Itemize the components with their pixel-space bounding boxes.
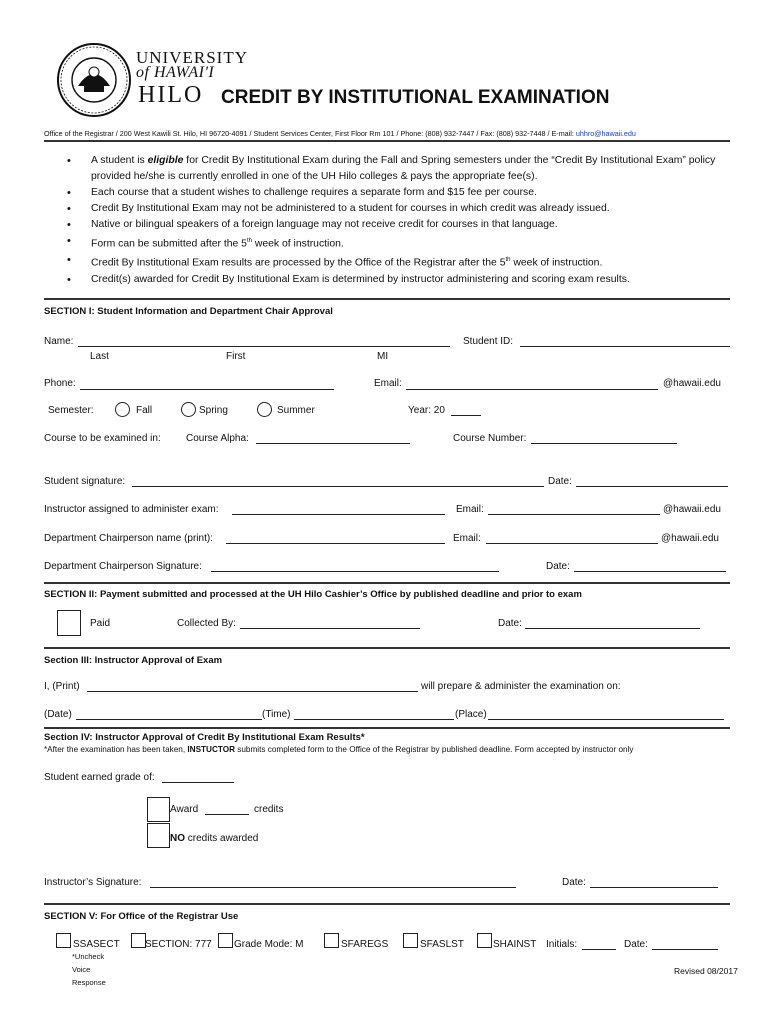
- office-date-label: Date:: [624, 939, 648, 950]
- student-signature-field[interactable]: [132, 486, 544, 487]
- email-field[interactable]: [406, 389, 658, 390]
- section5-divider: [44, 903, 730, 905]
- instructor-email-field[interactable]: [488, 514, 660, 515]
- instructor-email-domain: @hawaii.edu: [663, 504, 721, 515]
- summer-label: Summer: [277, 405, 315, 416]
- email-domain: @hawaii.edu: [663, 378, 721, 389]
- sfaslst-label: SFASLST: [420, 939, 464, 950]
- eligibility-bullet-list: [67, 153, 727, 288]
- exam-date-label: (Date): [44, 709, 72, 720]
- course-number-field[interactable]: [531, 443, 677, 444]
- section5-heading: SECTION V: For Office of the Registrar Use: [44, 911, 239, 922]
- spring-label: Spring: [199, 405, 228, 416]
- uncheck-note-2: Voice: [72, 965, 91, 974]
- instructor-signature-field[interactable]: [150, 887, 516, 888]
- shainst-checkbox[interactable]: [477, 933, 492, 948]
- grade-field[interactable]: [162, 782, 234, 783]
- exam-place-label: (Place): [455, 709, 487, 720]
- phone-label: Phone:: [44, 378, 76, 389]
- spring-radio[interactable]: [181, 402, 196, 417]
- will-prepare-text: will prepare & administer the examination on:: [421, 681, 621, 692]
- section4-heading: Section IV: Instructor Approval of Credit By Institutional Exam Results*: [44, 732, 365, 743]
- no-credits-checkbox[interactable]: [147, 823, 170, 848]
- bullet-processing: • Credit By Institutional Exam results are processed by the Office of the Registrar after the 5th week of instruction.: [67, 252, 727, 271]
- exam-time-label: (Time): [262, 709, 291, 720]
- last-name-caption: Last: [90, 351, 109, 362]
- revised-date: Revised 08/2017: [674, 966, 738, 976]
- collected-by-label: Collected By:: [177, 618, 236, 629]
- award-credits-field[interactable]: [205, 814, 249, 815]
- initials-label: Initials:: [546, 939, 578, 950]
- student-id-label: Student ID:: [463, 336, 514, 347]
- grade-mode-checkbox[interactable]: [218, 933, 233, 948]
- award-label: Award: [170, 804, 199, 815]
- section2-heading: SECTION II: Payment submitted and processed at the UH Hilo Cashier’s Office by published deadline and prior to exam: [44, 589, 582, 600]
- instructor-date-field[interactable]: [590, 887, 718, 888]
- address-text: Office of the Registrar / 200 West Kawili St. Hilo, HI 96720-4091 / Student Services Center, First Floor Rm 101 / Phone: (808) 932-7447 / Fax: (808) 932-7448 / E-mail:: [44, 129, 576, 138]
- bullet-credit-determination: • Credit(s) awarded for Credit By Institutional Exam is determined by instructor administering and scoring exam results.: [67, 272, 727, 288]
- phone-field[interactable]: [80, 389, 334, 390]
- section4-divider: [44, 727, 730, 729]
- chair-signature-field[interactable]: [211, 571, 499, 572]
- shainst-label: SHAINST: [493, 939, 537, 950]
- registrar-email-link[interactable]: uhhro@hawaii.edu: [575, 129, 636, 138]
- bullet-fee: • Each course that a student wishes to challenge requires a separate form and $15 fee per course.: [67, 185, 727, 201]
- name-field[interactable]: [78, 346, 450, 347]
- chair-name-field[interactable]: [226, 543, 445, 544]
- office-date-field[interactable]: [652, 949, 718, 950]
- logo-university-text: UNIVERSITY: [136, 48, 248, 67]
- bullet-prior-credit: • Credit By Institutional Exam may not be administered to a student for courses in which credit was already issued.: [67, 201, 727, 217]
- instructor-date-label: Date:: [562, 877, 586, 888]
- instructor-signature-label: Instructor’s Signature:: [44, 877, 142, 888]
- payment-date-field[interactable]: [525, 628, 700, 629]
- print-label: I, (Print): [44, 681, 80, 692]
- exam-date-field[interactable]: [76, 719, 262, 720]
- sfaregs-checkbox[interactable]: [324, 933, 339, 948]
- no-credits-label: NO credits awarded: [170, 833, 259, 844]
- office-address: [44, 129, 636, 138]
- year-field[interactable]: [451, 415, 481, 416]
- logo-of-hawaii-text: of HAWAI'I: [136, 64, 215, 81]
- page-title: CREDIT BY INSTITUTIONAL EXAMINATION: [221, 87, 610, 108]
- student-date-label: Date:: [548, 476, 572, 487]
- student-date-field[interactable]: [576, 486, 728, 487]
- header-divider: [44, 140, 730, 142]
- chair-email-field[interactable]: [486, 543, 658, 544]
- summer-radio[interactable]: [257, 402, 272, 417]
- paid-checkbox[interactable]: [57, 610, 81, 636]
- chair-date-label: Date:: [546, 561, 570, 572]
- course-number-label: Course Number:: [453, 433, 527, 444]
- university-seal: [56, 42, 132, 118]
- student-signature-label: Student signature:: [44, 476, 126, 487]
- course-alpha-label: Course Alpha:: [186, 433, 249, 444]
- grade-label: Student earned grade of:: [44, 772, 155, 783]
- instructor-email-label: Email:: [456, 504, 484, 515]
- section1-divider: [44, 298, 730, 300]
- name-label: Name:: [44, 336, 74, 347]
- collected-by-field[interactable]: [240, 628, 420, 629]
- bullet-native-speakers: • Native or bilingual speakers of a foreign language may not receive credit for courses in that language.: [67, 217, 727, 233]
- middle-initial-caption: MI: [377, 351, 389, 362]
- award-checkbox[interactable]: [147, 797, 170, 822]
- instructor-print-field[interactable]: [87, 691, 418, 692]
- sfaslst-checkbox[interactable]: [403, 933, 418, 948]
- section1-heading: SECTION I: Student Information and Department Chair Approval: [44, 306, 333, 317]
- grade-mode-label: Grade Mode: M: [234, 939, 304, 950]
- chair-email-label: Email:: [453, 533, 481, 544]
- logo-hilo-text: HILO: [138, 82, 204, 108]
- semester-label: Semester:: [48, 405, 94, 416]
- uncheck-note-3: Response: [72, 978, 106, 987]
- ssasect-checkbox[interactable]: [56, 933, 71, 948]
- instructor-field[interactable]: [232, 514, 445, 515]
- section4-note: *After the examination has been taken, INSTUCTOR submits completed form to the Office of the Registrar by published deadline. Form accepted by instructor only: [44, 745, 634, 754]
- exam-place-field[interactable]: [488, 719, 724, 720]
- payment-date-label: Date:: [498, 618, 522, 629]
- bullet-submission: • Form can be submitted after the 5th week of instruction.: [67, 233, 727, 252]
- section3-divider: [44, 647, 730, 649]
- section-checkbox[interactable]: [131, 933, 146, 948]
- year-label: Year: 20: [408, 405, 445, 416]
- section3-heading: Section III: Instructor Approval of Exam: [44, 655, 223, 666]
- first-name-caption: First: [226, 351, 246, 362]
- course-alpha-field[interactable]: [256, 443, 410, 444]
- chair-email-domain: @hawaii.edu: [661, 533, 719, 544]
- sfaregs-label: SFAREGS: [341, 939, 389, 950]
- ssasect-label: SSASECT: [73, 939, 120, 950]
- exam-time-field[interactable]: [294, 719, 454, 720]
- student-id-field[interactable]: [520, 346, 730, 347]
- chair-signature-label: Department Chairperson Signature:: [44, 561, 202, 572]
- credits-label: credits: [254, 804, 284, 815]
- chair-name-label: Department Chairperson name (print):: [44, 533, 213, 544]
- course-label: Course to be examined in:: [44, 433, 161, 444]
- chair-date-field[interactable]: [574, 571, 726, 572]
- instructor-label: Instructor assigned to administer exam:: [44, 504, 219, 515]
- section2-divider: [44, 582, 730, 584]
- fall-label: Fall: [136, 405, 153, 416]
- bullet-eligibility: • A student is eligible for Credit By Institutional Exam during the Fall and Spring semesters under the “Credit By Institutional Exam” policy provided he/she is currently enrolled in one of the UH Hilo colleges & pays the appropriate fee(s).: [67, 153, 727, 185]
- initials-field[interactable]: [582, 949, 616, 950]
- uncheck-note-1: *Uncheck: [72, 952, 105, 961]
- email-label: Email:: [374, 378, 402, 389]
- section-label: SECTION: 777: [145, 939, 212, 950]
- fall-radio[interactable]: [115, 402, 130, 417]
- paid-label: Paid: [90, 618, 111, 629]
